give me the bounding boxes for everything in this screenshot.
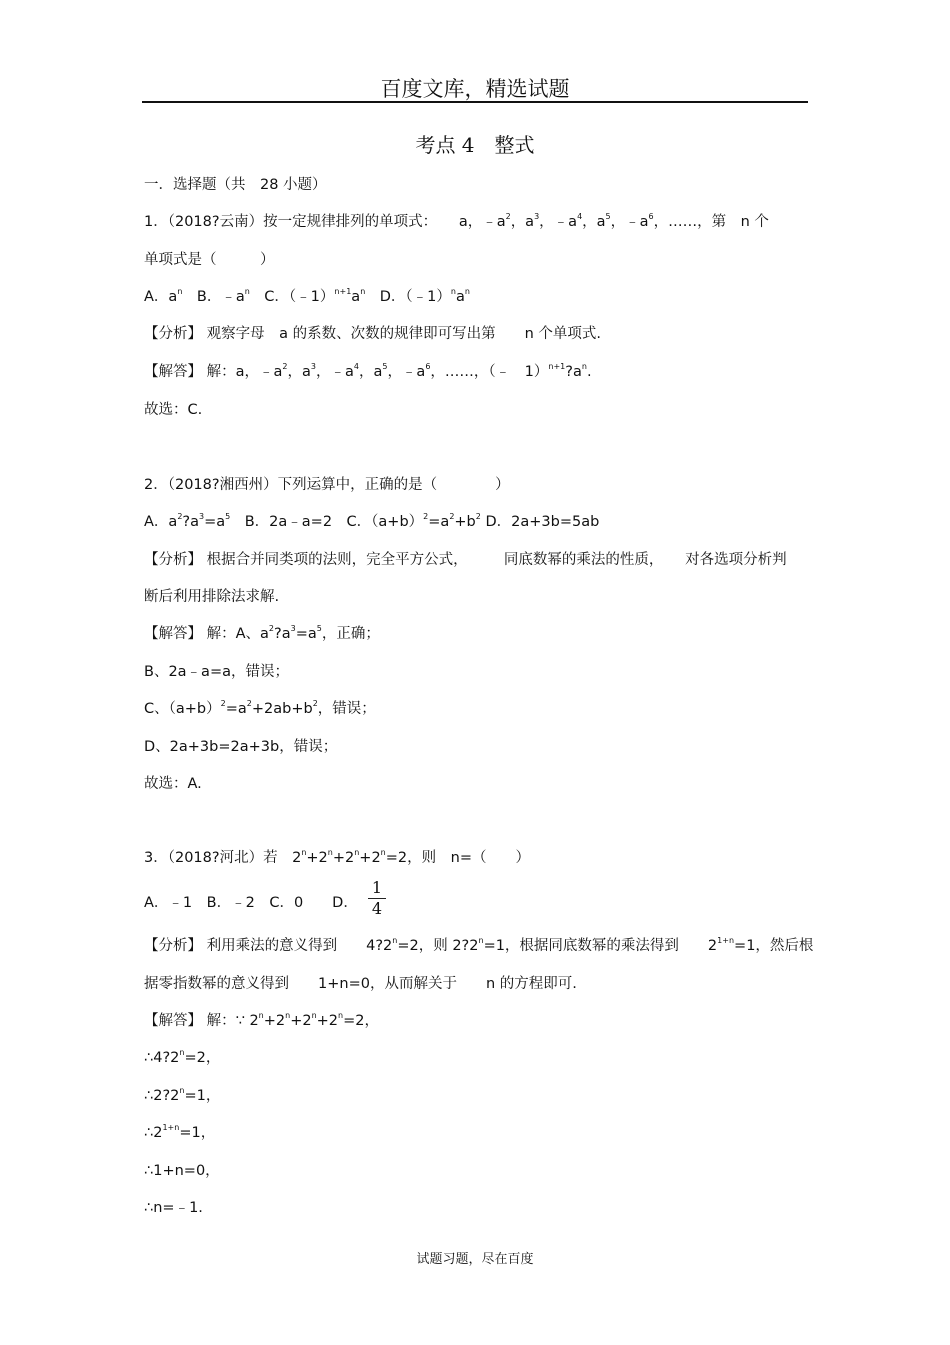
q3-options: A．﹣1 B．﹣2 C．0 D． — [144, 895, 358, 911]
q3-step-2: $\therefore 2?2^n=1$， — [144, 1086, 221, 1104]
fraction-numerator: 1 — [371, 878, 383, 897]
fraction-denominator: 4 — [371, 899, 383, 918]
header-rule — [142, 101, 808, 103]
q1-stem-line2: 单项式是（ ） — [144, 252, 275, 268]
document-footer: 试题习题，尽在百度 — [416, 1252, 534, 1267]
q1-solution: 【解答】 解：a，$﹣a^2$，$a^3$，$﹣a^4$，$a^5$，$﹣a^6$，……，（﹣ $1)^{n+1}?a^n$. — [144, 362, 592, 380]
q1-options: A．$a^n$ B．$﹣a^n$ C．$(﹣1)^{n+1}a^n$ D．$(﹣1)^na^n$ — [144, 287, 470, 305]
q1-stem: 1．（2018?云南）按一定规律排列的单项式： a，$﹣a^2$，$a^3$，$﹣a^4$，$a^5$，$﹣a^6$，……，第 n 个 — [144, 212, 769, 230]
q2-options: A．$a^2?a^3=a^5$ B．2a﹣a=2 C．$(a+b)^2=a^2+b^2$ D．2a+3b=5ab — [144, 512, 600, 530]
q3-analysis: 【分析】 利用乘法的意义得到 $4?2^n=2$，则 $2?2^n=1$，根据同底数幂的乘法得到 $2^{1+n}=1$，然后根 — [144, 936, 814, 954]
q3-stem: 3．（2018?河北）若 $2^n+2^n+2^n+2^n=2$，则 n=（ ） — [144, 848, 530, 866]
section-heading: 一．选择题（共 28 小题） — [144, 177, 327, 193]
q2-analysis-line2: 断后利用排除法求解. — [144, 589, 280, 605]
q3-solution: 【解答】 解：∵ $2^n+2^n+2^n+2^n=2$， — [144, 1011, 379, 1029]
q2-answer: 故选：A. — [144, 776, 202, 792]
q2-stem: 2．（2018?湘西州）下列运算中，正确的是（ ） — [144, 477, 510, 493]
q2-line-b: B、2a﹣a=a，错误； — [144, 664, 289, 680]
q2-line-d: D、2a+3b=2a+3b，错误； — [144, 739, 338, 755]
q3-step-4: ∴1+n=0， — [144, 1163, 220, 1179]
q2-line-c: C、$(a+b)^2=a^2+2ab+b^2$，错误； — [144, 699, 376, 717]
q3-step-5: ∴n=﹣1. — [144, 1200, 203, 1216]
q1-analysis: 【分析】 观察字母 a 的系数、次数的规律即可写出第 n 个单项式. — [144, 326, 602, 342]
q3-step-1: $\therefore 4?2^n=2$， — [144, 1048, 221, 1066]
q1-answer: 故选：C. — [144, 402, 203, 418]
q3-step-3: $\therefore 2^{1+n}=1$， — [144, 1123, 216, 1141]
page-title: 考点 4 整式 — [415, 133, 535, 157]
document-header: 百度文库，精选试题 — [380, 77, 570, 101]
q2-analysis: 【分析】 根据合并同类项的法则，完全平方公式， 同底数幂的乘法的性质， 对各选项分析判 — [144, 552, 787, 568]
fraction-one-quarter — [368, 880, 386, 917]
q2-solution: 【解答】 解：A、$a^2?a^3=a^5$，正确； — [144, 624, 380, 642]
q3-analysis-line2: 据零指数幂的意义得到 1+n=0，从而解关于 n 的方程即可. — [144, 976, 577, 992]
